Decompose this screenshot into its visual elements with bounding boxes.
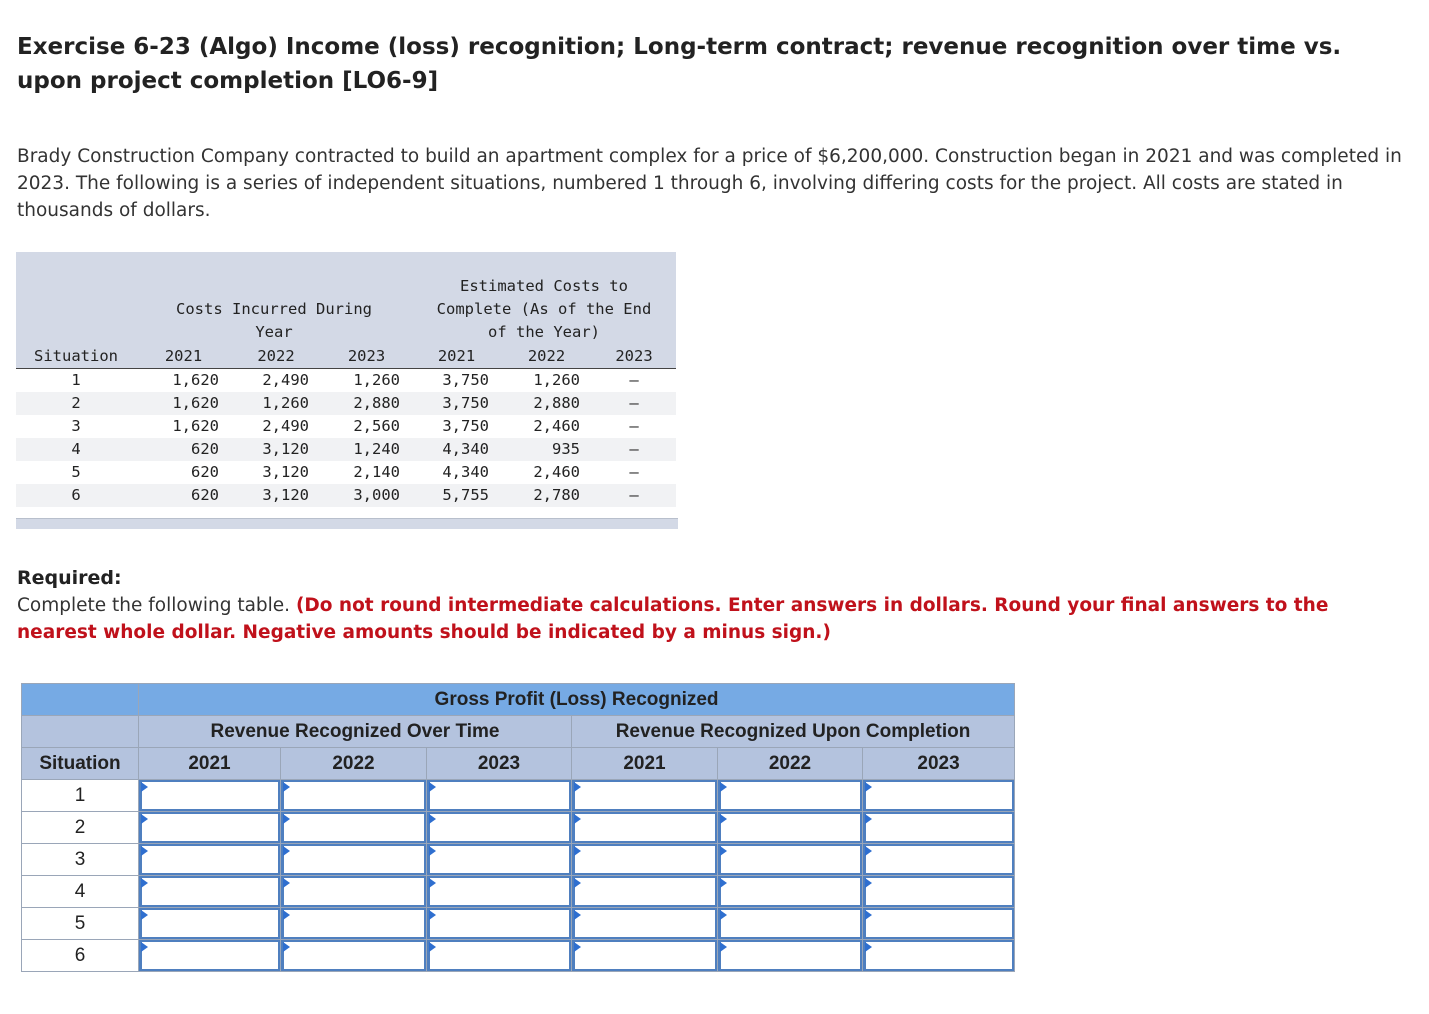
situation-cell: 6 (22, 940, 139, 972)
input-flag-icon (720, 846, 727, 856)
answer-input[interactable] (863, 812, 1014, 843)
input-flag-icon (141, 846, 148, 856)
answer-input[interactable] (572, 780, 717, 811)
year-header: 2022 (281, 748, 427, 780)
answer-input[interactable] (281, 908, 426, 939)
cost-2021-cell: 1,620 (136, 392, 231, 415)
estimate-2022-cell: 935 (501, 438, 592, 461)
estimate-2023-cell: – (592, 368, 676, 392)
data-row (16, 368, 676, 392)
estimate-2023-cell: – (592, 438, 676, 461)
situation-header: Situation (16, 344, 136, 368)
cost-2022-cell: 1,260 (231, 392, 321, 415)
corner-cell (16, 252, 136, 344)
situation-cell: 4 (22, 876, 139, 908)
answer-row (22, 844, 1015, 876)
estimate-2021-cell: 4,340 (412, 461, 501, 484)
estimate-2022-cell: 2,460 (501, 415, 592, 438)
estimate-2022-cell: 2,880 (501, 392, 592, 415)
input-flag-icon (429, 910, 436, 920)
input-flag-icon (141, 878, 148, 888)
answer-input-cell[interactable] (281, 780, 427, 812)
answer-row (22, 908, 1015, 940)
data-row (16, 392, 676, 415)
answer-input-cell[interactable] (718, 940, 863, 972)
cost-2023-cell: 3,000 (321, 484, 412, 507)
answer-input[interactable] (572, 908, 717, 939)
answer-input-cell[interactable] (281, 844, 427, 876)
answer-input[interactable] (572, 812, 717, 843)
answer-input-cell[interactable] (281, 908, 427, 940)
answer-row (22, 812, 1015, 844)
estimate-2021-cell: 4,340 (412, 438, 501, 461)
answer-row (22, 876, 1015, 908)
input-flag-icon (865, 814, 872, 824)
answer-input[interactable] (139, 940, 280, 971)
answer-input[interactable] (718, 844, 862, 875)
answer-input-cell[interactable] (718, 908, 863, 940)
cost-2023-cell: 2,880 (321, 392, 412, 415)
cost-2023-cell: 2,140 (321, 461, 412, 484)
situation-cell: 4 (16, 438, 136, 461)
situation-cell: 2 (16, 392, 136, 415)
answer-input[interactable] (427, 940, 571, 971)
intro-paragraph: Brady Construction Company contracted to build an apartment complex for a price of $6,200,000. Construction began in 2021 and was completed in 2023. The following is a series of independent situations, numbered 1 through 6, involving differing costs for the project. All costs are stated in thousands of dollars. (17, 146, 1402, 221)
answer-input-cell[interactable] (427, 780, 572, 812)
answer-input[interactable] (281, 876, 426, 907)
input-flag-icon (429, 814, 436, 824)
answer-input-cell[interactable] (139, 844, 281, 876)
table-footer-bar (16, 518, 678, 529)
cost-data-table-container (16, 252, 678, 529)
required-notes: (Do not round intermediate calculations. Enter answers in dollars. Round your final answers to the nearest whole dollar. Negative amounts should be indicated by a minus sign.) (17, 595, 1329, 643)
answer-input-cell[interactable] (863, 780, 1015, 812)
costs-incurred-header: Costs Incurred During Year (176, 300, 372, 341)
input-flag-icon (283, 846, 290, 856)
answer-row (22, 780, 1015, 812)
input-flag-icon (720, 878, 727, 888)
input-flag-icon (574, 942, 581, 952)
cost-2021-cell: 1,620 (136, 415, 231, 438)
answer-input-cell[interactable] (572, 812, 718, 844)
situation-cell: 1 (22, 780, 139, 812)
estimate-2023-cell: – (592, 392, 676, 415)
input-flag-icon (865, 942, 872, 952)
input-flag-icon (429, 846, 436, 856)
input-flag-icon (141, 910, 148, 920)
answer-input[interactable] (718, 876, 862, 907)
required-label: Required: (17, 567, 122, 589)
answer-input[interactable] (863, 780, 1014, 811)
answer-input[interactable] (427, 876, 571, 907)
cost-2022-cell: 3,120 (231, 484, 321, 507)
year-header: 2023 (863, 748, 1015, 780)
answer-input-cell[interactable] (281, 876, 427, 908)
year-header: 2021 (412, 344, 501, 368)
gross-profit-header: Gross Profit (Loss) Recognized (139, 684, 1015, 716)
input-flag-icon (865, 782, 872, 792)
situation-cell: 3 (16, 415, 136, 438)
answer-row (22, 940, 1015, 972)
input-flag-icon (720, 910, 727, 920)
answer-input-cell[interactable] (139, 940, 281, 972)
required-text (17, 592, 1412, 646)
estimated-costs-header: Estimated Costs to Complete (As of the End of the Year) (436, 277, 652, 341)
answer-input-cell[interactable] (863, 844, 1015, 876)
answer-input-cell[interactable] (281, 812, 427, 844)
year-header: 2023 (427, 748, 572, 780)
answer-input-cell[interactable] (718, 780, 863, 812)
input-flag-icon (865, 878, 872, 888)
estimate-2023-cell: – (592, 484, 676, 507)
estimate-2021-cell: 3,750 (412, 415, 501, 438)
answer-input[interactable] (718, 908, 862, 939)
input-flag-icon (429, 782, 436, 792)
answer-input[interactable] (718, 780, 862, 811)
input-flag-icon (574, 910, 581, 920)
answer-input-cell[interactable] (863, 876, 1015, 908)
blank-header-cell (22, 684, 139, 716)
situation-cell: 2 (22, 812, 139, 844)
answer-input[interactable] (863, 940, 1014, 971)
year-header: 2021 (136, 344, 231, 368)
answer-input[interactable] (863, 908, 1014, 939)
answer-input[interactable] (863, 876, 1014, 907)
answer-input-cell[interactable] (718, 876, 863, 908)
answer-input-cell[interactable] (139, 780, 281, 812)
cost-2022-cell: 3,120 (231, 438, 321, 461)
answer-input-cell[interactable] (863, 940, 1015, 972)
answer-input[interactable] (281, 812, 426, 843)
answer-input-cell[interactable] (427, 908, 572, 940)
data-row (16, 438, 676, 461)
over-time-header: Revenue Recognized Over Time (139, 716, 572, 748)
situation-cell: 6 (16, 484, 136, 507)
input-flag-icon (574, 878, 581, 888)
answer-input-cell[interactable] (281, 940, 427, 972)
exercise-title: Exercise 6-23 (Algo) Income (loss) recognition; Long-term contract; revenue recognition over time vs. upon project completion [LO6-9] (17, 34, 1342, 94)
answer-input[interactable] (572, 940, 717, 971)
answer-input[interactable] (427, 908, 571, 939)
year-header: 2022 (501, 344, 592, 368)
year-header: 2021 (572, 748, 718, 780)
estimate-2023-cell: – (592, 415, 676, 438)
answer-input-cell[interactable] (139, 812, 281, 844)
cost-2021-cell: 1,620 (136, 368, 231, 392)
input-flag-icon (141, 942, 148, 952)
estimate-2023-cell: – (592, 461, 676, 484)
year-header: 2022 (231, 344, 321, 368)
input-flag-icon (720, 814, 727, 824)
answer-input[interactable] (139, 908, 280, 939)
estimate-2022-cell: 2,780 (501, 484, 592, 507)
estimate-2021-cell: 3,750 (412, 368, 501, 392)
answer-input[interactable] (863, 844, 1014, 875)
answer-input[interactable] (281, 780, 426, 811)
answer-input[interactable] (718, 812, 862, 843)
answer-input[interactable] (572, 876, 717, 907)
input-flag-icon (141, 782, 148, 792)
cost-data-table (16, 252, 676, 507)
input-flag-icon (283, 814, 290, 824)
answer-input-cell[interactable] (139, 908, 281, 940)
input-flag-icon (574, 846, 581, 856)
input-flag-icon (574, 782, 581, 792)
answer-input-cell[interactable] (427, 876, 572, 908)
answer-table (21, 683, 1015, 972)
estimate-2022-cell: 1,260 (501, 368, 592, 392)
answer-input-cell[interactable] (427, 812, 572, 844)
answer-input-cell[interactable] (863, 812, 1015, 844)
cost-2021-cell: 620 (136, 438, 231, 461)
answer-input-cell[interactable] (427, 940, 572, 972)
cost-2021-cell: 620 (136, 461, 231, 484)
year-header: 2023 (321, 344, 412, 368)
answer-input-cell[interactable] (139, 876, 281, 908)
cost-2022-cell: 2,490 (231, 415, 321, 438)
input-flag-icon (429, 942, 436, 952)
year-header: 2022 (718, 748, 863, 780)
input-flag-icon (720, 942, 727, 952)
answer-input[interactable] (427, 812, 571, 843)
data-row (16, 461, 676, 484)
input-flag-icon (574, 814, 581, 824)
answer-input-cell[interactable] (572, 844, 718, 876)
input-flag-icon (283, 782, 290, 792)
blank-header-cell (22, 716, 139, 748)
estimate-2022-cell: 2,460 (501, 461, 592, 484)
estimate-2021-cell: 5,755 (412, 484, 501, 507)
answer-input-cell[interactable] (863, 908, 1015, 940)
input-flag-icon (283, 910, 290, 920)
answer-input[interactable] (427, 780, 571, 811)
data-row (16, 415, 676, 438)
situation-cell: 1 (16, 368, 136, 392)
input-flag-icon (141, 814, 148, 824)
cost-2022-cell: 3,120 (231, 461, 321, 484)
answer-input-cell[interactable] (572, 940, 718, 972)
cost-2023-cell: 2,560 (321, 415, 412, 438)
answer-input-cell[interactable] (572, 876, 718, 908)
year-header: 2023 (592, 344, 676, 368)
answer-input-cell[interactable] (572, 780, 718, 812)
answer-input[interactable] (572, 844, 717, 875)
estimate-2021-cell: 3,750 (412, 392, 501, 415)
input-flag-icon (283, 878, 290, 888)
cost-2022-cell: 2,490 (231, 368, 321, 392)
situation-cell: 5 (22, 908, 139, 940)
situation-cell: 5 (16, 461, 136, 484)
answer-input[interactable] (718, 940, 862, 971)
data-row (16, 484, 676, 507)
situation-header: Situation (22, 748, 139, 780)
answer-input[interactable] (427, 844, 571, 875)
cost-2021-cell: 620 (136, 484, 231, 507)
input-flag-icon (283, 942, 290, 952)
year-header: 2021 (139, 748, 281, 780)
answer-input[interactable] (281, 844, 426, 875)
answer-input-cell[interactable] (718, 812, 863, 844)
input-flag-icon (429, 878, 436, 888)
answer-input-cell[interactable] (427, 844, 572, 876)
input-flag-icon (720, 782, 727, 792)
answer-input-cell[interactable] (572, 908, 718, 940)
answer-input[interactable] (139, 876, 280, 907)
input-flag-icon (865, 846, 872, 856)
answer-input-cell[interactable] (718, 844, 863, 876)
answer-input[interactable] (139, 812, 280, 843)
situation-cell: 3 (22, 844, 139, 876)
cost-2023-cell: 1,260 (321, 368, 412, 392)
answer-input[interactable] (281, 940, 426, 971)
answer-input[interactable] (139, 780, 280, 811)
input-flag-icon (865, 910, 872, 920)
cost-2023-cell: 1,240 (321, 438, 412, 461)
answer-input[interactable] (139, 844, 280, 875)
required-instruction: Complete the following table. (17, 595, 296, 616)
upon-completion-header: Revenue Recognized Upon Completion (572, 716, 1015, 748)
